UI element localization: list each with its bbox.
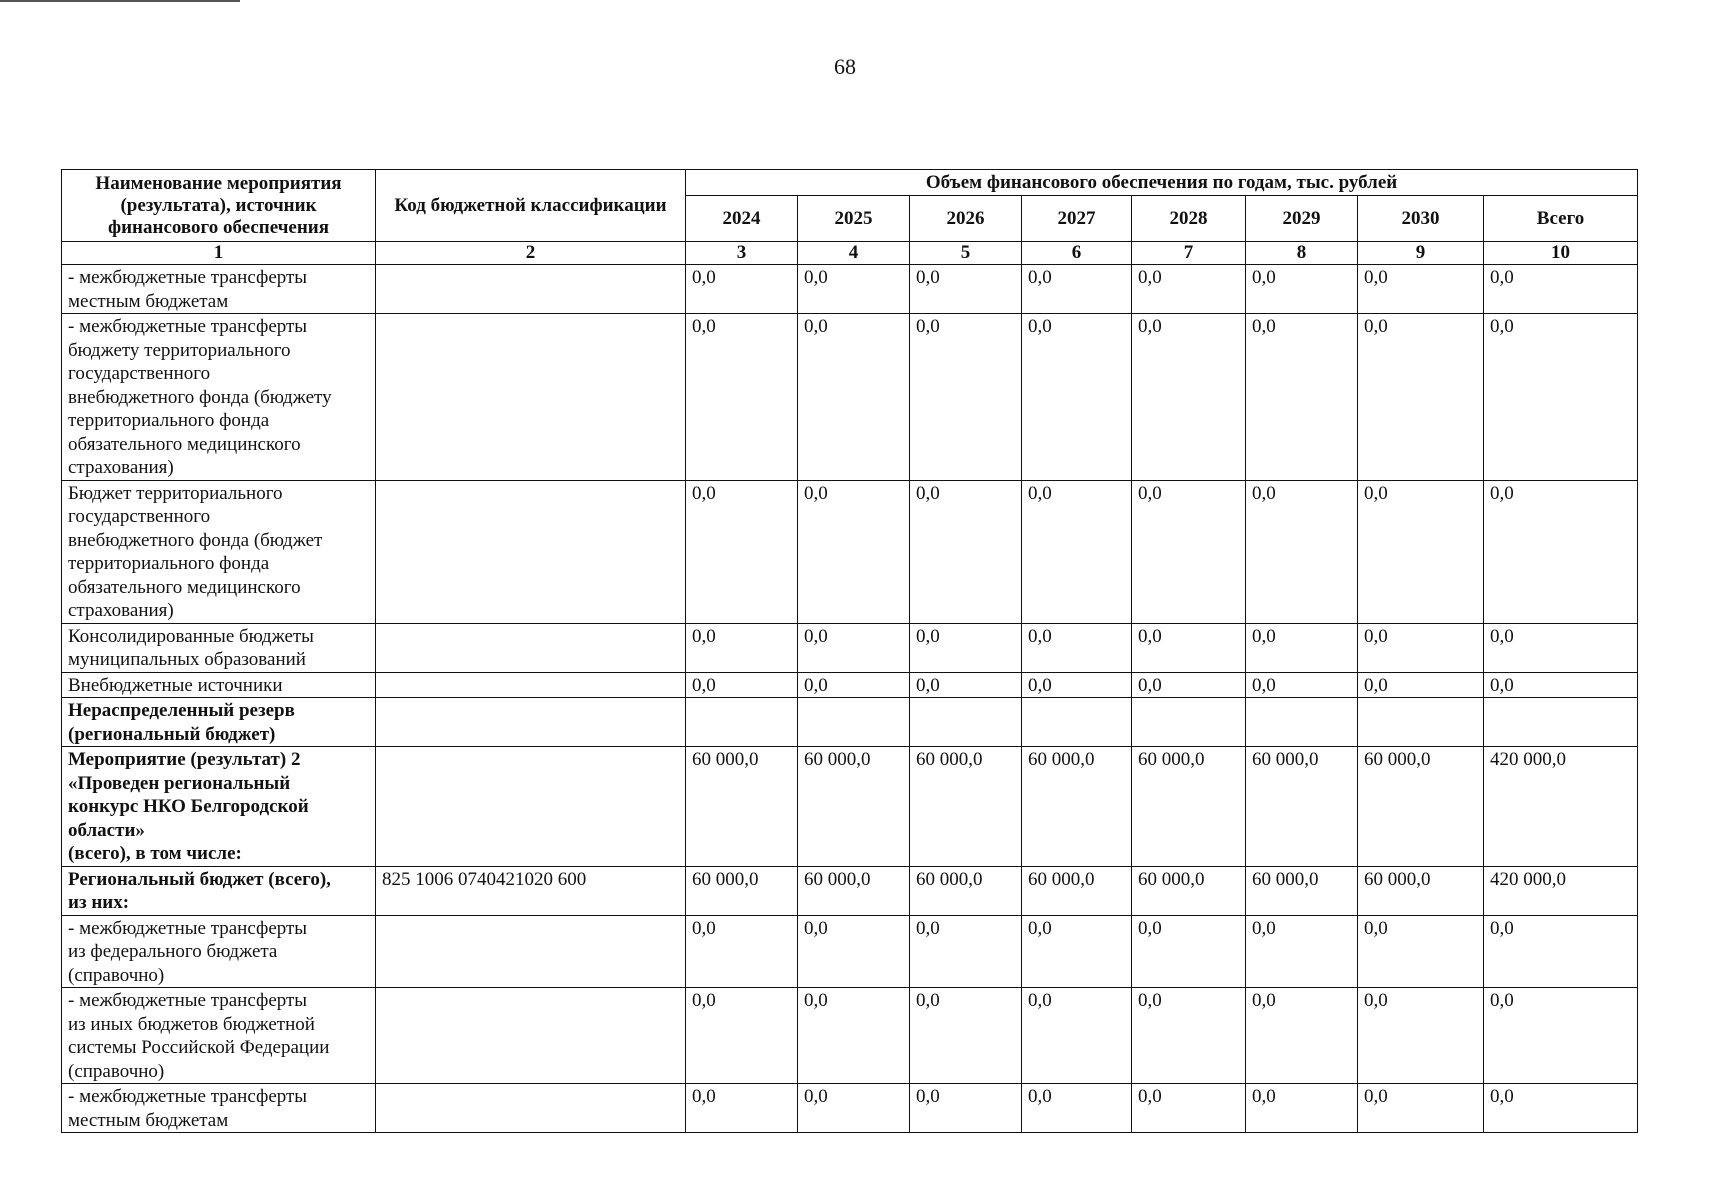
row-year-value: 0,0	[910, 265, 1022, 314]
header-year: 2027	[1022, 196, 1132, 242]
row-total-value: 0,0	[1484, 265, 1638, 314]
row-year-value: 0,0	[1022, 480, 1132, 623]
row-year-value: 0,0	[686, 480, 798, 623]
row-year-value: 0,0	[1358, 672, 1484, 698]
row-code	[376, 915, 686, 988]
table-row	[62, 988, 1638, 1084]
row-name: Нераспределенный резерв (региональный бюджет)	[62, 698, 376, 747]
row-name: - межбюджетные трансферты бюджету территориального государственного внебюджетного фонда (бюджету территориального фонда обязательного медицинского страхования)	[62, 314, 376, 481]
row-year-value: 0,0	[798, 480, 910, 623]
row-name: Мероприятие (результат) 2 «Проведен региональный конкурс НКО Белгородской области» (всего), в том числе:	[62, 747, 376, 867]
header-year: 2025	[798, 196, 910, 242]
row-year-value: 0,0	[1022, 1084, 1132, 1133]
row-year-value: 0,0	[1358, 988, 1484, 1084]
row-year-value: 0,0	[1358, 480, 1484, 623]
column-number: 10	[1484, 242, 1638, 265]
row-year-value: 0,0	[1022, 265, 1132, 314]
row-year-value: 0,0	[798, 314, 910, 481]
header-code: Код бюджетной классификации	[376, 170, 686, 242]
column-number: 3	[686, 242, 798, 265]
row-year-value: 0,0	[686, 915, 798, 988]
row-year-value	[910, 698, 1022, 747]
row-total-value: 0,0	[1484, 314, 1638, 481]
row-code	[376, 672, 686, 698]
row-year-value: 0,0	[798, 915, 910, 988]
table-row	[62, 314, 1638, 481]
table-row	[62, 698, 1638, 747]
row-name: - межбюджетные трансферты местным бюджетам	[62, 265, 376, 314]
column-number: 2	[376, 242, 686, 265]
row-name: - межбюджетные трансферты из иных бюджетов бюджетной системы Российской Федерации (справочно)	[62, 988, 376, 1084]
header-year: 2024	[686, 196, 798, 242]
row-total-value: 0,0	[1484, 623, 1638, 672]
row-total-value	[1484, 698, 1638, 747]
row-year-value: 0,0	[1358, 265, 1484, 314]
table-body	[62, 265, 1638, 1133]
header-volume: Объем финансового обеспечения по годам, тыс. рублей	[686, 170, 1638, 196]
row-year-value: 0,0	[1358, 623, 1484, 672]
row-year-value: 60 000,0	[798, 747, 910, 867]
row-year-value: 0,0	[1132, 1084, 1246, 1133]
column-number: 6	[1022, 242, 1132, 265]
row-name: Региональный бюджет (всего), из них:	[62, 866, 376, 915]
row-year-value: 0,0	[1132, 915, 1246, 988]
row-year-value: 0,0	[1132, 480, 1246, 623]
row-code	[376, 623, 686, 672]
row-year-value: 0,0	[1132, 623, 1246, 672]
row-total-value: 0,0	[1484, 480, 1638, 623]
row-year-value: 0,0	[1132, 988, 1246, 1084]
column-number-row	[62, 242, 1638, 265]
row-year-value: 0,0	[1022, 915, 1132, 988]
row-year-value: 60 000,0	[1022, 747, 1132, 867]
row-name: - межбюджетные трансферты из федерального бюджета (справочно)	[62, 915, 376, 988]
table-row	[62, 915, 1638, 988]
row-year-value: 0,0	[1132, 314, 1246, 481]
row-year-value: 0,0	[1132, 265, 1246, 314]
row-year-value: 0,0	[1246, 314, 1358, 481]
row-year-value: 0,0	[1246, 265, 1358, 314]
table-row	[62, 265, 1638, 314]
row-year-value	[686, 698, 798, 747]
row-year-value: 0,0	[1022, 623, 1132, 672]
row-name: - межбюджетные трансферты местным бюджетам	[62, 1084, 376, 1133]
row-year-value: 0,0	[910, 988, 1022, 1084]
table-row	[62, 747, 1638, 867]
row-year-value: 0,0	[1246, 672, 1358, 698]
page-number: 68	[834, 54, 856, 79]
row-year-value: 60 000,0	[686, 747, 798, 867]
table-row	[62, 623, 1638, 672]
row-name: Консолидированные бюджеты муниципальных образований	[62, 623, 376, 672]
row-year-value: 0,0	[1246, 480, 1358, 623]
row-code	[376, 988, 686, 1084]
row-year-value: 0,0	[1246, 988, 1358, 1084]
row-year-value	[1358, 698, 1484, 747]
table-row	[62, 866, 1638, 915]
row-year-value: 0,0	[1022, 672, 1132, 698]
row-year-value: 0,0	[1358, 1084, 1484, 1133]
row-year-value: 60 000,0	[1022, 866, 1132, 915]
row-year-value: 60 000,0	[686, 866, 798, 915]
row-year-value: 0,0	[910, 314, 1022, 481]
column-number: 8	[1246, 242, 1358, 265]
scan-edge-line	[0, 0, 240, 2]
row-year-value	[798, 698, 910, 747]
column-number: 5	[910, 242, 1022, 265]
row-year-value: 0,0	[798, 988, 910, 1084]
row-year-value: 0,0	[910, 672, 1022, 698]
financing-table	[61, 169, 1638, 1133]
row-total-value: 0,0	[1484, 1084, 1638, 1133]
row-year-value: 60 000,0	[1358, 747, 1484, 867]
row-total-value: 0,0	[1484, 915, 1638, 988]
header-year: 2026	[910, 196, 1022, 242]
row-year-value: 0,0	[1358, 915, 1484, 988]
row-code	[376, 314, 686, 481]
header-year: 2030	[1358, 196, 1484, 242]
column-number: 1	[62, 242, 376, 265]
row-total-value: 420 000,0	[1484, 747, 1638, 867]
row-year-value: 0,0	[1246, 1084, 1358, 1133]
row-code	[376, 480, 686, 623]
row-year-value: 0,0	[798, 265, 910, 314]
row-total-value: 420 000,0	[1484, 866, 1638, 915]
table-row	[62, 1084, 1638, 1133]
row-year-value: 0,0	[910, 480, 1022, 623]
row-year-value: 0,0	[910, 915, 1022, 988]
row-year-value: 60 000,0	[910, 866, 1022, 915]
row-code	[376, 1084, 686, 1133]
row-year-value: 0,0	[686, 672, 798, 698]
row-year-value: 60 000,0	[1132, 866, 1246, 915]
row-year-value: 0,0	[1246, 623, 1358, 672]
row-year-value: 60 000,0	[798, 866, 910, 915]
row-year-value	[1022, 698, 1132, 747]
header-total: Всего	[1484, 196, 1638, 242]
row-year-value: 0,0	[1358, 314, 1484, 481]
row-year-value: 0,0	[1022, 314, 1132, 481]
row-year-value: 0,0	[686, 265, 798, 314]
row-year-value: 60 000,0	[1246, 866, 1358, 915]
table-row	[62, 672, 1638, 698]
row-year-value	[1246, 698, 1358, 747]
row-year-value: 60 000,0	[1358, 866, 1484, 915]
row-name: Бюджет территориального государственного внебюджетного фонда (бюджет территориального фонда обязательного медицинского страхования)	[62, 480, 376, 623]
row-year-value: 60 000,0	[1246, 747, 1358, 867]
row-year-value: 0,0	[798, 672, 910, 698]
row-year-value: 0,0	[1132, 672, 1246, 698]
row-code	[376, 747, 686, 867]
row-year-value: 0,0	[798, 623, 910, 672]
row-name: Внебюджетные источники	[62, 672, 376, 698]
table-row	[62, 480, 1638, 623]
row-year-value: 0,0	[686, 1084, 798, 1133]
row-total-value: 0,0	[1484, 672, 1638, 698]
row-year-value: 0,0	[798, 1084, 910, 1133]
header-name: Наименование мероприятия (результата), источник финансового обеспечения	[62, 170, 376, 242]
row-year-value: 0,0	[686, 623, 798, 672]
column-number: 7	[1132, 242, 1246, 265]
row-code: 825 1006 0740421020 600	[376, 866, 686, 915]
header-year: 2028	[1132, 196, 1246, 242]
row-year-value: 0,0	[910, 623, 1022, 672]
row-year-value	[1132, 698, 1246, 747]
row-year-value: 0,0	[910, 1084, 1022, 1133]
row-year-value: 0,0	[1246, 915, 1358, 988]
row-year-value: 60 000,0	[1132, 747, 1246, 867]
row-total-value: 0,0	[1484, 988, 1638, 1084]
row-year-value: 60 000,0	[910, 747, 1022, 867]
column-number: 4	[798, 242, 910, 265]
row-code	[376, 698, 686, 747]
column-number: 9	[1358, 242, 1484, 265]
row-year-value: 0,0	[686, 314, 798, 481]
row-year-value: 0,0	[686, 988, 798, 1084]
row-code	[376, 265, 686, 314]
header-year: 2029	[1246, 196, 1358, 242]
row-year-value: 0,0	[1022, 988, 1132, 1084]
